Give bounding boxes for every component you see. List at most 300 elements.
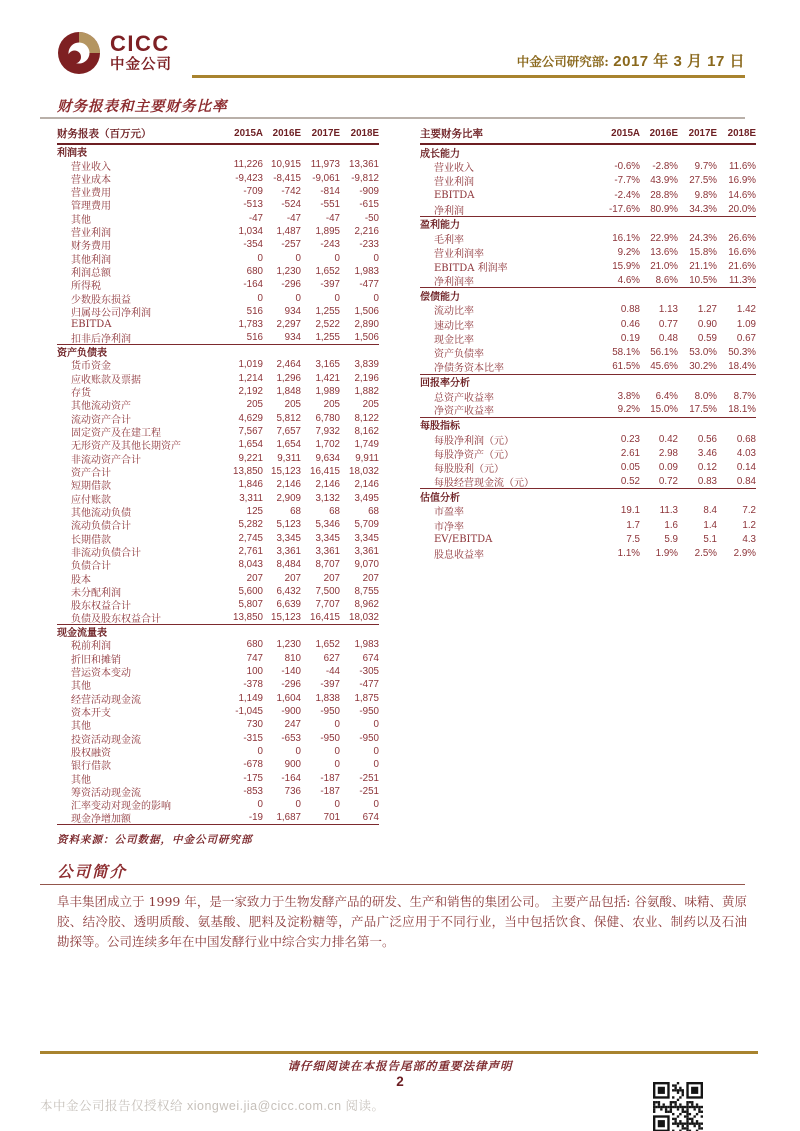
header-rule bbox=[192, 75, 745, 78]
cell-value: 68 bbox=[290, 506, 301, 518]
row-label: 所得税 bbox=[71, 281, 101, 293]
qr-code bbox=[653, 1082, 703, 1131]
row-label: 资本开支 bbox=[71, 707, 111, 719]
cell-value: 1,983 bbox=[354, 266, 379, 278]
cell-value: 3,495 bbox=[354, 492, 379, 504]
cell-value: 0.12 bbox=[697, 462, 717, 474]
cell-value: -296 bbox=[281, 679, 301, 691]
cell-value: 1,687 bbox=[276, 812, 301, 824]
cell-value: 1,848 bbox=[276, 386, 301, 398]
cell-value: 7,932 bbox=[315, 426, 340, 438]
row-label: 市净率 bbox=[434, 521, 464, 533]
cell-value: 1.7 bbox=[626, 519, 640, 531]
cell-value: 9,311 bbox=[277, 452, 301, 464]
cell-value: 2,890 bbox=[354, 319, 379, 331]
cell-value: -900 bbox=[281, 705, 301, 717]
cell-value: 1,506 bbox=[354, 332, 379, 344]
logo-text bbox=[110, 33, 172, 73]
table-header-row bbox=[57, 126, 379, 145]
cell-value: 0.59 bbox=[697, 333, 717, 345]
cell-value: 15.8% bbox=[689, 247, 717, 259]
cell-value: 516 bbox=[246, 332, 263, 344]
cell-value: 8.0% bbox=[694, 390, 717, 402]
cell-value: 6,780 bbox=[315, 412, 340, 424]
company-profile-rule bbox=[40, 884, 745, 885]
financial-statements-table bbox=[57, 126, 379, 825]
table-row bbox=[420, 461, 756, 475]
cell-value: 0 bbox=[257, 292, 263, 304]
cell-value: 2,297 bbox=[276, 319, 301, 331]
row-label: 货币资金 bbox=[71, 361, 111, 373]
cell-value: 8,962 bbox=[354, 599, 379, 611]
cell-value: 0.19 bbox=[620, 333, 640, 345]
cell-value: 1,983 bbox=[354, 639, 379, 651]
cell-value: 53.0% bbox=[689, 347, 717, 359]
row-label: 应付账款 bbox=[71, 494, 111, 506]
cell-value: -653 bbox=[281, 732, 301, 744]
cell-value: 1,214 bbox=[238, 372, 263, 384]
row-label: 短期借款 bbox=[71, 481, 111, 493]
row-label: 其他利润 bbox=[71, 254, 111, 266]
section-header-row bbox=[57, 625, 379, 638]
table-row bbox=[420, 159, 756, 173]
cell-value: 0 bbox=[295, 745, 301, 757]
cell-value: 15.0% bbox=[650, 404, 678, 416]
cell-value: 0.83 bbox=[697, 476, 717, 488]
section-label: 现金流量表 bbox=[57, 627, 107, 639]
cell-value: 16.9% bbox=[728, 175, 756, 187]
cell-value: 1,838 bbox=[315, 692, 340, 704]
cell-value: 1,255 bbox=[315, 332, 340, 344]
cell-value: 8.7% bbox=[733, 390, 756, 402]
cell-value: 0 bbox=[373, 252, 379, 264]
cell-value: 1,421 bbox=[315, 372, 340, 384]
cell-value: 30.2% bbox=[689, 361, 717, 373]
section-header-row bbox=[420, 217, 756, 231]
row-label: 每股股利（元） bbox=[434, 464, 504, 476]
cell-value: 8,162 bbox=[354, 426, 379, 438]
cell-value: -9,423 bbox=[235, 172, 263, 184]
row-label: 其他 bbox=[71, 774, 91, 786]
section-title-rule bbox=[40, 117, 745, 119]
cell-value: 18.4% bbox=[728, 361, 756, 373]
source-note: 资料来源：公司数据，中金公司研究部 bbox=[57, 834, 253, 846]
cell-value: 4.03 bbox=[736, 447, 756, 459]
cell-value: 20.0% bbox=[728, 203, 756, 215]
cell-value: 6,639 bbox=[276, 599, 301, 611]
cell-value: 1.1% bbox=[617, 548, 640, 560]
cell-value: 205 bbox=[323, 399, 340, 411]
table-row bbox=[57, 438, 379, 451]
cell-value: 9,070 bbox=[354, 559, 379, 571]
cell-value: 2,761 bbox=[238, 546, 263, 557]
cell-value: 0 bbox=[334, 252, 340, 264]
table-row bbox=[57, 572, 379, 585]
row-label: EBITDA bbox=[434, 189, 475, 201]
row-label: 营业收入 bbox=[434, 163, 474, 175]
row-label: 利润总额 bbox=[71, 268, 111, 280]
cell-value: 3,165 bbox=[315, 359, 340, 371]
cell-value: -397 bbox=[320, 279, 340, 291]
cell-value: -950 bbox=[320, 732, 340, 744]
cell-value: 0 bbox=[373, 759, 379, 771]
row-label: EBITDA bbox=[71, 319, 112, 331]
cell-value: 9,911 bbox=[355, 452, 379, 464]
cell-value: -9,812 bbox=[351, 172, 379, 184]
row-label: 总资产收益率 bbox=[434, 392, 494, 404]
cell-value: 13,361 bbox=[349, 159, 379, 171]
table-row bbox=[57, 158, 379, 171]
cell-value: 7,567 bbox=[238, 426, 263, 438]
cell-value: 1,749 bbox=[354, 439, 379, 451]
cell-value: -233 bbox=[359, 239, 379, 251]
cell-value: 0.09 bbox=[658, 462, 678, 474]
row-label: 筹资活动现金流 bbox=[71, 787, 141, 799]
cell-value: 1.09 bbox=[736, 318, 756, 330]
cell-value: -140 bbox=[281, 665, 301, 677]
row-label: 负债及股东权益合计 bbox=[71, 614, 161, 626]
table-row bbox=[420, 331, 756, 345]
table-row bbox=[420, 174, 756, 188]
table-row bbox=[57, 678, 379, 691]
cell-value: 3,311 bbox=[239, 492, 263, 504]
cell-value: 934 bbox=[284, 306, 301, 318]
cell-value: -950 bbox=[320, 705, 340, 717]
cell-value: 205 bbox=[362, 399, 379, 411]
cell-value: 56.1% bbox=[650, 347, 678, 359]
cell-value: 207 bbox=[362, 572, 379, 584]
cell-value: 2.98 bbox=[658, 447, 678, 459]
cell-value: -814 bbox=[320, 186, 340, 198]
cell-value: -477 bbox=[359, 679, 379, 691]
row-label: 非流动负债合计 bbox=[71, 548, 141, 560]
cell-value: 205 bbox=[246, 399, 263, 411]
table-row bbox=[57, 651, 379, 664]
row-label: 流动负债合计 bbox=[71, 521, 131, 533]
cell-value: 18.1% bbox=[728, 404, 756, 416]
table-row bbox=[420, 446, 756, 460]
table-row bbox=[57, 758, 379, 771]
cell-value: -315 bbox=[243, 732, 263, 744]
cell-value: 6.4% bbox=[655, 390, 678, 402]
cell-value: 5,807 bbox=[238, 599, 263, 611]
table-row bbox=[420, 245, 756, 259]
cell-value: 2,146 bbox=[354, 479, 379, 491]
column-header: 2017E bbox=[688, 128, 717, 139]
table-row bbox=[57, 305, 379, 318]
cell-value: 1.9% bbox=[655, 548, 678, 560]
cell-value: 19.1 bbox=[620, 505, 640, 517]
table-row bbox=[420, 547, 756, 561]
cell-value: 58.1% bbox=[612, 347, 640, 359]
cell-value: -50 bbox=[364, 212, 379, 224]
cell-value: 900 bbox=[284, 759, 301, 771]
table-row bbox=[57, 705, 379, 718]
cell-value: 5,600 bbox=[238, 585, 263, 597]
table-header-row bbox=[420, 126, 756, 145]
row-label: 经营活动现金流 bbox=[71, 694, 141, 706]
cell-value: 0.42 bbox=[658, 433, 678, 445]
row-label: 营业费用 bbox=[71, 188, 111, 200]
cell-value: 7,657 bbox=[276, 426, 301, 438]
cell-value: 13.6% bbox=[650, 247, 678, 259]
cell-value: 701 bbox=[323, 812, 340, 824]
cell-value: 1,230 bbox=[276, 639, 301, 651]
cell-value: 0.77 bbox=[658, 318, 678, 330]
cell-value: 0.23 bbox=[620, 433, 640, 445]
cell-value: 11,226 bbox=[233, 159, 263, 171]
row-label: 资产合计 bbox=[71, 468, 111, 480]
row-label: 资产负债率 bbox=[434, 349, 484, 361]
table-row bbox=[57, 452, 379, 465]
cell-value: 1,230 bbox=[276, 266, 301, 278]
cell-value: 1,255 bbox=[315, 306, 340, 318]
cell-value: 0 bbox=[373, 799, 379, 811]
cell-value: 100 bbox=[246, 665, 263, 677]
table-row bbox=[57, 198, 379, 211]
cell-value: -678 bbox=[243, 759, 263, 771]
table-row bbox=[420, 188, 756, 202]
cell-value: -2.8% bbox=[652, 161, 678, 173]
cell-value: 2,146 bbox=[315, 479, 340, 491]
row-label: 其他 bbox=[71, 681, 91, 693]
cell-value: -47 bbox=[248, 212, 263, 224]
cell-value: 8,484 bbox=[276, 559, 301, 571]
cell-value: 0 bbox=[295, 252, 301, 264]
cell-value: 810 bbox=[284, 652, 301, 664]
column-header: 2018E bbox=[727, 128, 756, 139]
table-row bbox=[57, 478, 379, 491]
table-row bbox=[57, 638, 379, 651]
row-label: 营业成本 bbox=[71, 174, 111, 186]
section-label: 资产负债表 bbox=[57, 348, 107, 360]
cell-value: 0.72 bbox=[658, 476, 678, 488]
cell-value: 516 bbox=[246, 306, 263, 318]
cell-value: 730 bbox=[246, 719, 263, 731]
cell-value: 0.46 bbox=[620, 318, 640, 330]
cell-value: 0 bbox=[373, 292, 379, 304]
table-row bbox=[57, 385, 379, 398]
cell-value: 0 bbox=[373, 745, 379, 757]
cell-value: -950 bbox=[359, 732, 379, 744]
table-row bbox=[57, 292, 379, 305]
table-row bbox=[57, 465, 379, 478]
cell-value: 0.56 bbox=[697, 433, 717, 445]
cell-value: 1,654 bbox=[276, 439, 301, 451]
cell-value: 4,629 bbox=[238, 412, 263, 424]
cell-value: 1,846 bbox=[238, 479, 263, 491]
row-label: 归属母公司净利润 bbox=[71, 308, 151, 320]
cell-value: 7.5 bbox=[626, 533, 640, 545]
row-label: 现金比率 bbox=[434, 335, 474, 347]
table-row bbox=[57, 611, 379, 624]
cell-value: -243 bbox=[320, 239, 340, 251]
cell-value: 4.6% bbox=[617, 275, 640, 287]
cell-value: 1,654 bbox=[238, 439, 263, 451]
cell-value: 1,882 bbox=[354, 386, 379, 398]
row-label: 股东权益合计 bbox=[71, 601, 131, 613]
table-row bbox=[57, 532, 379, 545]
cell-value: 2.5% bbox=[694, 548, 717, 560]
cell-value: 10.5% bbox=[689, 275, 717, 287]
cell-value: -251 bbox=[359, 785, 379, 797]
row-label: 每股净资产（元） bbox=[434, 449, 514, 461]
cell-value: 1.6 bbox=[664, 519, 678, 531]
cell-value: 3,345 bbox=[315, 532, 340, 544]
cell-value: 3,839 bbox=[354, 359, 379, 371]
table-row bbox=[57, 212, 379, 225]
cell-value: 1.42 bbox=[736, 304, 756, 316]
cell-value: 68 bbox=[368, 506, 379, 518]
section-header-row bbox=[420, 145, 756, 159]
row-label: 每股净利润（元） bbox=[434, 435, 514, 447]
cell-value: 0.90 bbox=[697, 318, 717, 330]
section-label: 成长能力 bbox=[420, 148, 460, 160]
cell-value: 3,345 bbox=[354, 532, 379, 544]
cell-value: -513 bbox=[243, 199, 263, 211]
section-label: 偿债能力 bbox=[420, 292, 460, 304]
cell-value: 207 bbox=[284, 572, 301, 584]
financial-ratios-table bbox=[420, 126, 756, 561]
cell-value: 8.6% bbox=[655, 275, 678, 287]
cell-value: -7.7% bbox=[614, 175, 640, 187]
cell-value: -853 bbox=[243, 785, 263, 797]
cell-value: 4.3 bbox=[742, 533, 756, 545]
cell-value: -477 bbox=[359, 279, 379, 291]
section-header-row bbox=[420, 375, 756, 389]
cell-value: 0 bbox=[373, 719, 379, 731]
table-row bbox=[57, 185, 379, 198]
cell-value: 5,812 bbox=[276, 412, 301, 424]
research-dept-label: 中金公司研究部: bbox=[516, 54, 609, 69]
table-row bbox=[420, 260, 756, 274]
cell-value: 5.9 bbox=[664, 533, 678, 545]
cell-value: -305 bbox=[359, 665, 379, 677]
cell-value: 34.3% bbox=[689, 203, 717, 215]
cell-value: 5,123 bbox=[276, 519, 301, 531]
row-label: 长期借款 bbox=[71, 534, 111, 546]
cell-value: 0.14 bbox=[736, 462, 756, 474]
table-row bbox=[57, 558, 379, 571]
row-label: 速动比率 bbox=[434, 320, 474, 332]
column-header: 2015A bbox=[611, 128, 640, 139]
cell-value: 3.46 bbox=[697, 447, 717, 459]
cell-value: 247 bbox=[284, 719, 301, 731]
row-label: 其他流动负债 bbox=[71, 508, 131, 520]
cell-value: 3,361 bbox=[276, 546, 301, 557]
cell-value: 7,707 bbox=[315, 599, 340, 611]
cell-value: 13,850 bbox=[233, 612, 263, 624]
cell-value: 3,361 bbox=[315, 546, 340, 557]
table-title: 主要财务比率 bbox=[420, 128, 483, 140]
cell-value: 1,487 bbox=[276, 226, 301, 238]
table-row bbox=[57, 278, 379, 291]
cell-value: 80.9% bbox=[650, 203, 678, 215]
cell-value: 627 bbox=[323, 652, 340, 664]
row-label: 净利润率 bbox=[434, 277, 474, 289]
cell-value: -257 bbox=[281, 239, 301, 251]
cell-value: -19 bbox=[248, 812, 263, 824]
table-row bbox=[57, 492, 379, 505]
cell-value: 9.2% bbox=[617, 247, 640, 259]
cell-value: -354 bbox=[243, 239, 263, 251]
cell-value: 0.05 bbox=[620, 462, 640, 474]
cell-value: 9.7% bbox=[694, 161, 717, 173]
row-label: 投资活动现金流 bbox=[71, 734, 141, 746]
cell-value: 21.1% bbox=[689, 261, 717, 273]
section-header-row bbox=[420, 418, 756, 432]
section-header-row bbox=[57, 345, 379, 358]
table-row bbox=[420, 403, 756, 417]
cell-value: 68 bbox=[329, 506, 340, 518]
cell-value: 0 bbox=[334, 719, 340, 731]
cell-value: 0 bbox=[334, 759, 340, 771]
cell-value: 1,989 bbox=[315, 386, 340, 398]
row-label: 其他流动资产 bbox=[71, 401, 131, 413]
cell-value: 8.4 bbox=[703, 505, 717, 517]
cell-value: 1,034 bbox=[238, 226, 263, 238]
table-row bbox=[420, 504, 756, 518]
row-label: 净债务资本比率 bbox=[434, 363, 504, 375]
authorization-note: 本中金公司报告仅授权给 xiongwei.jia@cicc.com.cn 阅读。 bbox=[40, 1099, 385, 1113]
table-row bbox=[57, 731, 379, 744]
cell-value: 2,464 bbox=[276, 359, 301, 371]
logo-cicc-label: CICC bbox=[110, 31, 170, 57]
row-label: 银行借款 bbox=[71, 761, 111, 773]
table-row bbox=[57, 745, 379, 758]
cell-value: 27.5% bbox=[689, 175, 717, 187]
cell-value: 22.9% bbox=[650, 232, 678, 244]
row-label: 毛利率 bbox=[434, 234, 464, 246]
row-label: 市盈率 bbox=[434, 507, 464, 519]
cell-value: 3,345 bbox=[276, 532, 301, 544]
row-label: 扣非后净利润 bbox=[71, 334, 131, 346]
table-row bbox=[420, 432, 756, 446]
row-label: 管理费用 bbox=[71, 201, 111, 213]
table-row bbox=[57, 771, 379, 784]
table-row bbox=[57, 425, 379, 438]
cell-value: 13,850 bbox=[233, 466, 263, 478]
table-row bbox=[420, 346, 756, 360]
column-header: 2016E bbox=[649, 128, 678, 139]
cell-value: 16.6% bbox=[728, 247, 756, 259]
row-label: EV/EBITDA bbox=[434, 533, 493, 545]
cell-value: -164 bbox=[281, 772, 301, 784]
company-profile-text: 阜丰集团成立于 1999 年，是一家致力于生物发酵产品的研发、生产和销售的集团公司。 主要产品包括: 谷氨酸、味精、黄原胶、结冷胶、透明质酸、氨基酸、肥料及淀粉糖等，产品广泛应用于不同行业，当中包括饮食、保健、农业、制药以及石油 勘探等。公司连续多年在中国发酵行业中综合实力排名第一。 bbox=[57, 894, 747, 949]
row-label: 营业利润 bbox=[71, 228, 111, 240]
table-row bbox=[420, 303, 756, 317]
company-profile-title: 公司简介 bbox=[57, 862, 128, 881]
cell-value: 207 bbox=[246, 572, 263, 584]
row-label: 汇率变动对现金的影响 bbox=[71, 801, 171, 813]
cell-value: 205 bbox=[284, 399, 301, 411]
cell-value: 11.3 bbox=[659, 505, 678, 517]
cell-value: 0 bbox=[257, 799, 263, 811]
cell-value: 11.6% bbox=[728, 161, 756, 173]
cell-value: 2,522 bbox=[315, 319, 340, 331]
cell-value: -2.4% bbox=[614, 189, 640, 201]
cell-value: 3,361 bbox=[354, 546, 379, 557]
table-row bbox=[420, 518, 756, 532]
cell-value: -47 bbox=[286, 212, 301, 224]
cell-value: -709 bbox=[243, 186, 263, 198]
table-row bbox=[57, 518, 379, 531]
cell-value: 0.88 bbox=[620, 304, 640, 316]
cell-value: 26.6% bbox=[728, 232, 756, 244]
cell-value: 18,032 bbox=[349, 466, 379, 478]
cell-value: 7.2 bbox=[742, 505, 756, 517]
row-label: 股权融资 bbox=[71, 747, 111, 759]
